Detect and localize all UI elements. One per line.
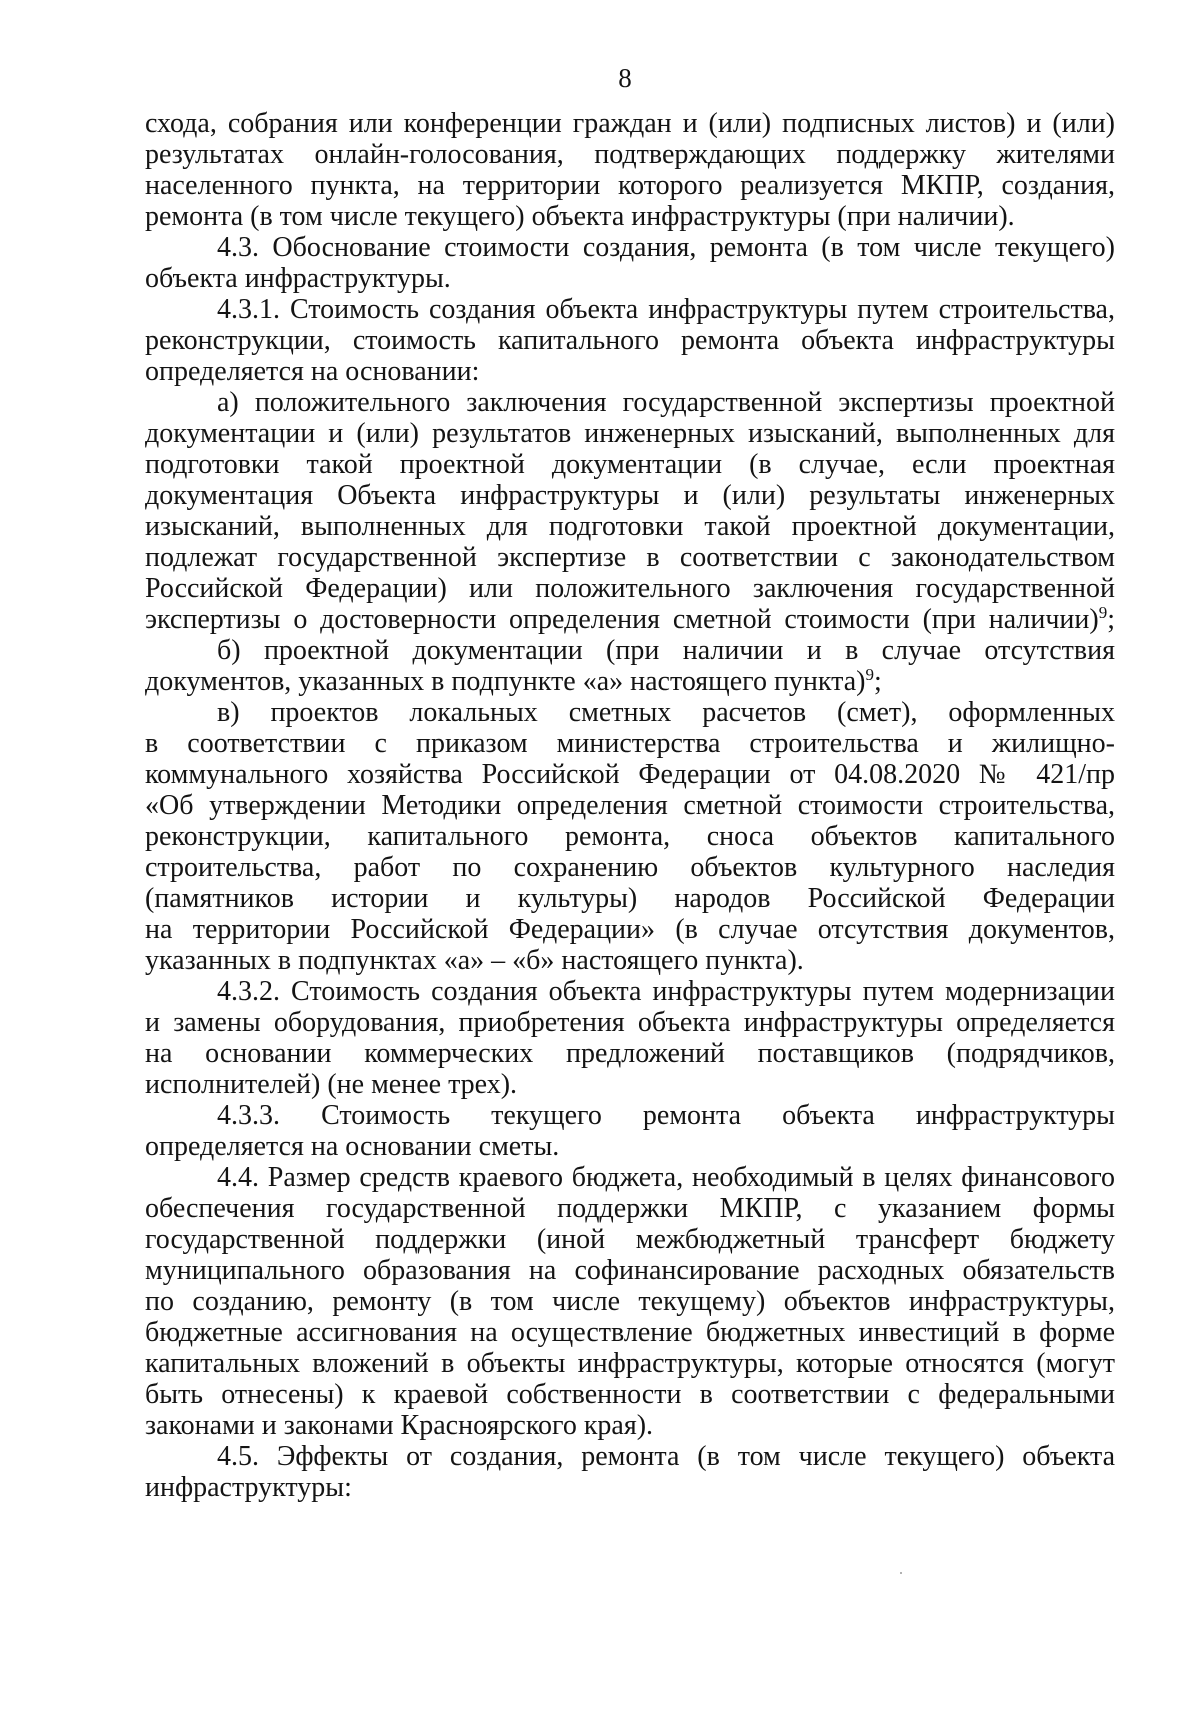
item-a: а) положительного заключения государственной экспертизы проектной: [217, 387, 1115, 418]
text-line: указанных в подпунктах «а» – «б» настоящего пункта).: [145, 945, 804, 976]
text-segment: документов, указанных в подпункте «а» настоящего пункта): [145, 666, 866, 697]
section-4-3-1-heading: 4.3.1. Стоимость создания объекта инфраструктуры путем строительства,: [217, 294, 1115, 325]
scan-speck: [900, 1572, 902, 1574]
section-4-5-heading: 4.5. Эффекты от создания, ремонта (в том числе текущего) объекта: [217, 1441, 1115, 1472]
text-line: государственной поддержки (иной межбюджетный трансферт бюджету: [145, 1224, 1115, 1255]
text-segment: экспертизы о достоверности определения сметной стоимости (при наличии): [145, 604, 1099, 635]
text-line: муниципального образования на софинансирование расходных обязательств: [145, 1255, 1115, 1286]
punctuation: ;: [873, 666, 882, 697]
text-line: населенного пункта, на территории которого реализуется МКПР, создания,: [145, 170, 1115, 201]
text-line: документации и (или) результатов инженерных изысканий, выполненных для: [145, 418, 1115, 449]
section-4-3-heading: 4.3. Обоснование стоимости создания, ремонта (в том числе текущего): [217, 232, 1115, 263]
text-line: изысканий, выполненных для подготовки такой проектной документации,: [145, 511, 1115, 542]
section-4-4-heading: 4.4. Размер средств краевого бюджета, необходимый в целях финансового: [217, 1162, 1115, 1193]
text-line: по созданию, ремонту (в том числе текущему) объектов инфраструктуры,: [145, 1286, 1115, 1317]
text-line: исполнителей) (не менее трех).: [145, 1069, 518, 1100]
text-line: коммунального хозяйства Российской Федерации от 04.08.2020 № 421/пр: [145, 759, 1115, 790]
text-line: строительства, работ по сохранению объектов культурного наследия: [145, 852, 1115, 883]
text-line: (памятников истории и культуры) народов Российской Федерации: [145, 883, 1115, 914]
text-line: определяется на основании сметы.: [145, 1131, 560, 1162]
footnote-marker: 9: [865, 665, 874, 684]
text-line: объекта инфраструктуры.: [145, 263, 451, 294]
text-line: ремонта (в том числе текущего) объекта инфраструктуры (при наличии).: [145, 201, 1015, 232]
text-line: «Об утверждении Методики определения сметной стоимости строительства,: [145, 790, 1115, 821]
text-line: обеспечения государственной поддержки МКПР, с указанием формы: [145, 1193, 1115, 1224]
text-line: реконструкции, капитального ремонта, сноса объектов капитального: [145, 821, 1115, 852]
text-line: на основании коммерческих предложений поставщиков (подрядчиков,: [145, 1038, 1115, 1069]
item-v: в) проектов локальных сметных расчетов (смет), оформленных: [217, 697, 1115, 728]
text-line: на территории Российской Федерации» (в случае отсутствия документов,: [145, 914, 1115, 945]
section-4-3-3-heading: 4.3.3. Стоимость текущего ремонта объекта инфраструктуры: [217, 1100, 1115, 1131]
text-line: реконструкции, стоимость капитального ремонта объекта инфраструктуры: [145, 325, 1115, 356]
text-line-with-footnote: [145, 666, 1115, 698]
text-line: быть отнесены) к краевой собственности в соответствии с федеральными: [145, 1379, 1115, 1410]
text-line: и замены оборудования, приобретения объекта инфраструктуры определяется: [145, 1007, 1115, 1038]
text-line: Российской Федерации) или положительного заключения государственной: [145, 573, 1115, 604]
page-number: 8: [618, 63, 632, 93]
text-line: капитальных вложений в объекты инфраструктуры, которые относятся (могут: [145, 1348, 1115, 1379]
text-line: бюджетные ассигнования на осуществление бюджетных инвестиций в форме: [145, 1317, 1115, 1348]
item-b: б) проектной документации (при наличии и в случае отсутствия: [217, 635, 1115, 666]
punctuation: ;: [1107, 604, 1115, 635]
footnote-marker: 9: [1098, 603, 1108, 622]
text-line: подготовки такой проектной документации (в случае, если проектная: [145, 449, 1115, 480]
text-line: документация Объекта инфраструктуры и (или) результаты инженерных: [145, 480, 1115, 511]
text-line: инфраструктуры:: [145, 1472, 352, 1503]
text-line: подлежат государственной экспертизе в соответствии с законодательством: [145, 542, 1115, 573]
text-line-with-footnote: [145, 604, 1115, 636]
section-4-3-2-heading: 4.3.2. Стоимость создания объекта инфраструктуры путем модернизации: [217, 976, 1115, 1007]
text-line: в соответствии с приказом министерства строительства и жилищно-: [145, 728, 1115, 759]
text-line: результатах онлайн-голосования, подтверждающих поддержку жителями: [145, 139, 1115, 170]
text-line: схода, собрания или конференции граждан и (или) подписных листов) и (или): [145, 108, 1115, 139]
text-line: законами и законами Красноярского края).: [145, 1410, 654, 1441]
text-line: определяется на основании:: [145, 356, 480, 387]
